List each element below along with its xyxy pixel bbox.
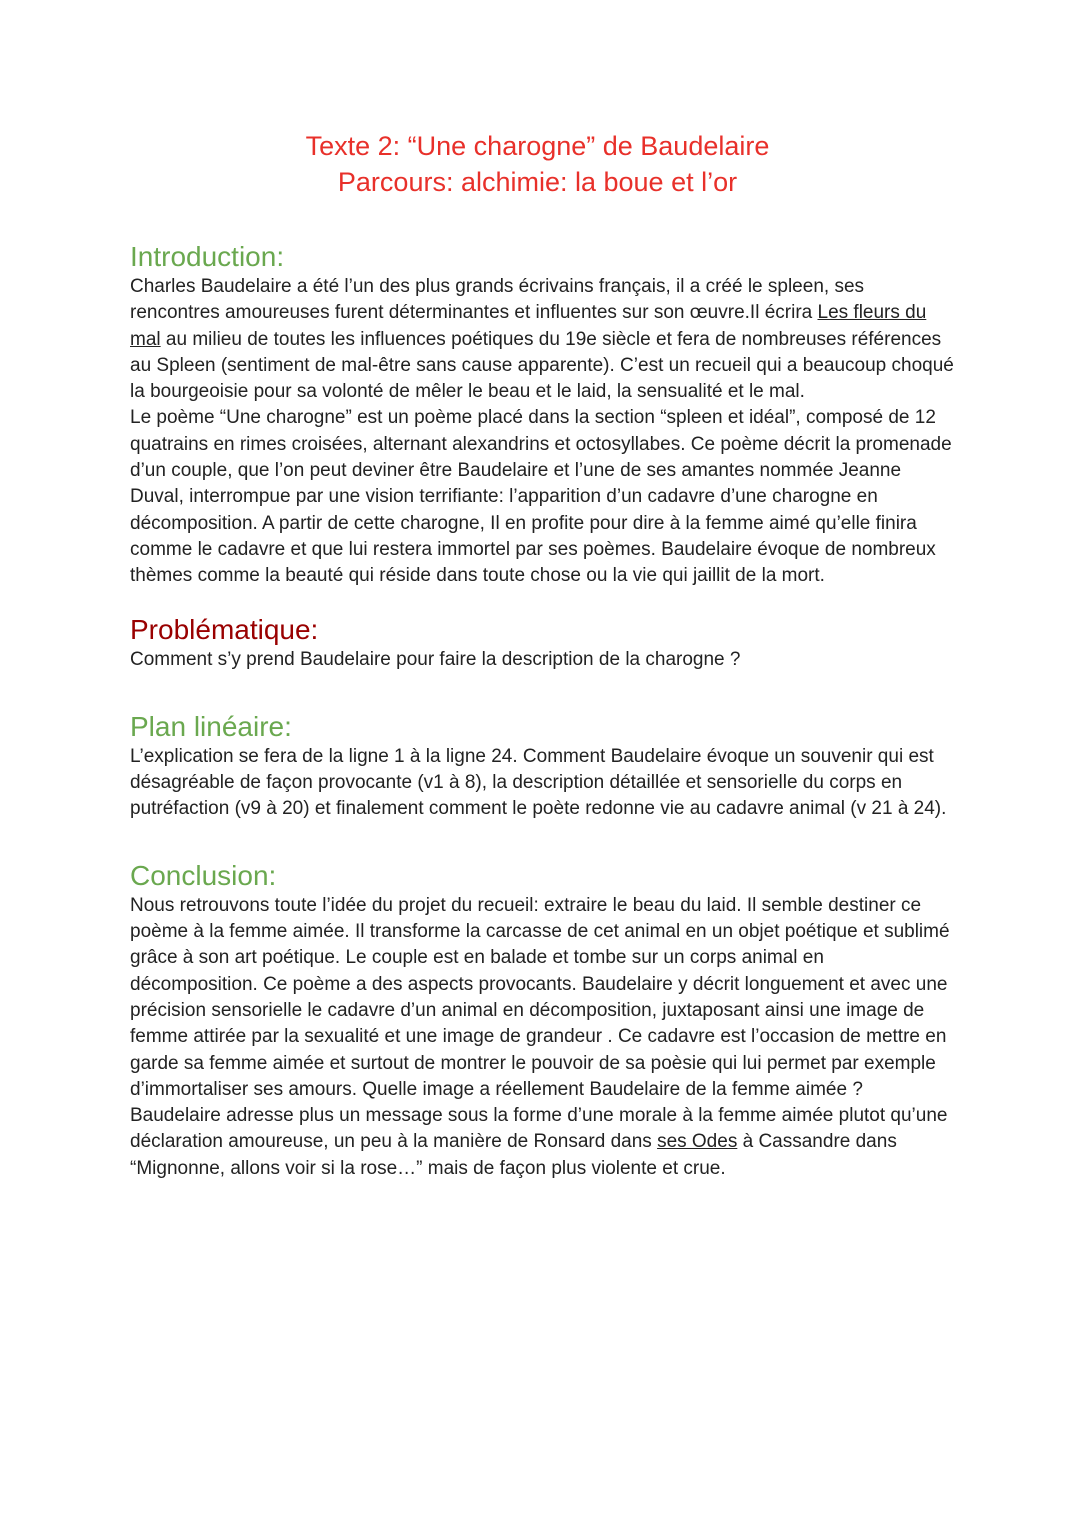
- introduction-text-a: Charles Baudelaire a été l’un des plus grands écrivains français, il a créé le spleen, ses rencontres amoureuses furent déterminantes et influentes sur son œuvre.Il écrira: [130, 276, 865, 324]
- title-line-2: Parcours: alchimie: la boue et l’or: [337, 167, 738, 197]
- introduction-text-b: au milieu de toutes les influences poétiques du 19e siècle et fera de nombreuses références au Spleen (sentiment de mal-être sans cause apparente). C’est un recueil qui a beaucoup choqué la bourgeoisie pour sa volonté de mêler le beau et le laid, la sensualité et le mal.: [130, 328, 954, 403]
- book-title-link: Les fleurs du mal: [130, 302, 927, 350]
- introduction-paragraph-2: Le poème “Une charogne” est un poème placé dans la section “spleen et idéal”, composé de 12 quatrains en rimes croisées, alternant alexandrins et octosyllabes. Ce poème décrit la promenade d’un couple, que l’on peut deviner être Baudelaire et l’une de ses amantes nommée Jeanne Duval, interrompue par une vision terrifiante: l’apparition d’un cadavre d’une charogne en décomposition. A partir de cette charogne, Il en profite pour dire à la femme aimé qu’elle finira comme le cadavre et que lui restera immortel par ses poèmes. Baudelaire évoque de nombreux thèmes comme la beauté qui réside dans toute chose ou la vie qui jaillit de la mort.: [130, 407, 952, 587]
- problematique-text: Comment s’y prend Baudelaire pour faire la description de la charogne ?: [130, 648, 741, 670]
- odes-title-link: ses Odes: [657, 1131, 738, 1153]
- conclusion-text-b: à Cassandre dans “Mignonne, allons voir si la rose…” mais de façon plus violente et crue.: [130, 1131, 897, 1179]
- plan-section: [130, 710, 955, 823]
- conclusion-text: [130, 893, 955, 1182]
- problematique-heading: Problématique:: [130, 613, 319, 645]
- introduction-section: [130, 240, 955, 590]
- plan-text: L’explication se fera de la ligne 1 à la ligne 24. Comment Baudelaire évoque un souvenir qui est désagréable de façon provocante (v1 à 8), la description détaillée et sensorielle du corps en putréfaction (v9 à 20) et finalement comment le poète redonne vie au cadavre animal (v 21 à 24).: [130, 745, 947, 820]
- conclusion-section: [130, 859, 955, 1182]
- introduction-paragraph-1: [130, 274, 955, 405]
- conclusion-heading: Conclusion:: [130, 859, 277, 891]
- document-page: [130, 128, 955, 1182]
- introduction-heading: Introduction:: [130, 241, 285, 272]
- document-title: [120, 128, 955, 200]
- plan-heading: Plan linéaire:: [130, 710, 292, 742]
- problematique-section: [130, 613, 955, 673]
- conclusion-text-a: Nous retrouvons toute l’idée du projet du recueil: extraire le beau du laid. Il semble destiner ce poème à la femme aimée. Il transforme la carcasse de cet animal en un objet poétique et sublimé grâce à son art poétique. Le couple est en balade et tombe sur un corps animal en décomposition. Ce poème a des aspects provocants. Baudelaire y décrit longuement et avec une précision sensorielle le cadavre d’un animal en décomposition, juxtaposant ainsi une image de femme attirée par la sexualité et une image de grandeur . Ce cadavre est l’occasion de mettre en garde sa femme aimée et surtout de montrer le pouvoir de sa poèsie qui lui permet par exemple d’immortaliser ses amours. Quelle image a réellement Baudelaire de la femme aimée ? Baudelaire adresse plus un message sous la forme d’une morale à la femme aimée plutot qu’une déclaration amoureuse, un peu à la manière de Ronsard dans: [130, 894, 950, 1153]
- title-line-1: Texte 2: “Une charogne” de Baudelaire: [305, 131, 770, 161]
